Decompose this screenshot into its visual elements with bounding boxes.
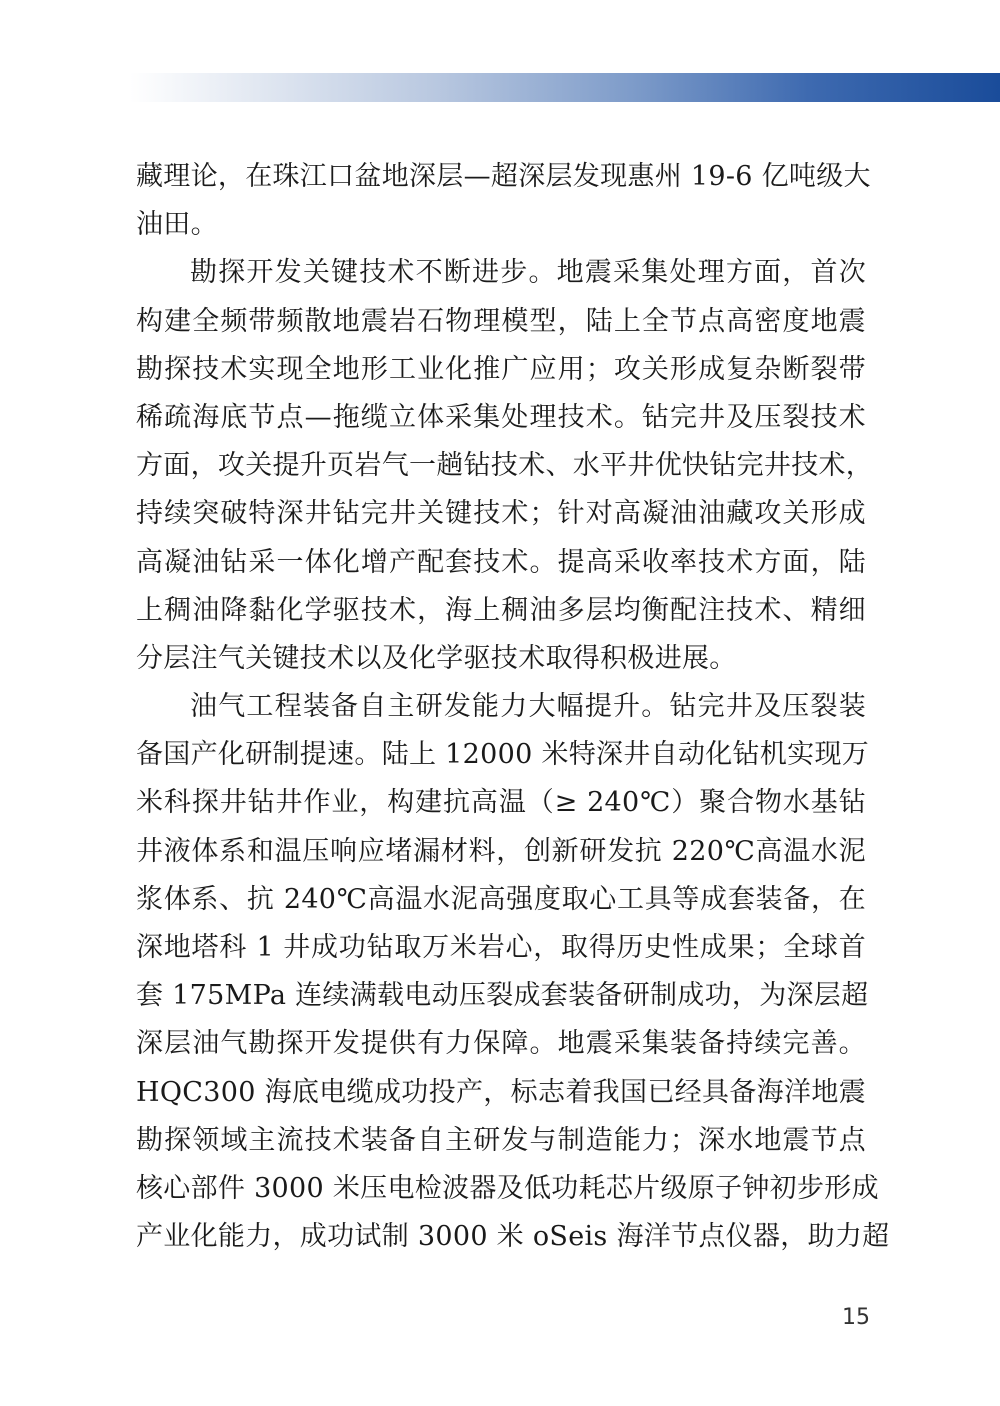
text-line: 深地塔科 1 井成功钻取万米岩心，取得历史性成果；全球首 [136, 932, 866, 963]
text-line: 套 175MPa 连续满载电动压裂成套装备研制成功，为深层超 [136, 980, 869, 1012]
text-line: HQC300 海底电缆成功投产，标志着我国已经具备海洋地震 [136, 1076, 866, 1108]
text-line: 勘探领域主流技术装备自主研发与制造能力；深水地震节点 [136, 1124, 866, 1156]
text-line: 勘探技术实现全地形工业化推广应用；攻关形成复杂断裂带 [136, 353, 866, 385]
paragraph-start-line: 勘探开发关键技术不断进步。地震采集处理方面，首次 [190, 257, 866, 289]
page-number: 15 [842, 1305, 870, 1330]
text-line: 高凝油钻采一体化增产配套技术。提高采收率技术方面，陆 [136, 546, 866, 578]
paragraph-start-line: 油气工程装备自主研发能力大幅提升。钻完井及压裂装 [190, 691, 866, 723]
header-decorative-band [130, 73, 1000, 102]
text-line: 藏理论，在珠江口盆地深层—超深层发现惠州 19-6 亿吨级大 [136, 161, 871, 192]
text-line: 方面，攻关提升页岩气一趟钻技术、水平井优快钻完井技术， [136, 450, 874, 482]
text-line: 构建全频带频散地震岩石物理模型，陆上全节点高密度地震 [136, 305, 866, 337]
text-line: 稀疏海底节点—拖缆立体采集处理技术。钻完井及压裂技术 [136, 401, 866, 433]
text-line: 油田。 [136, 209, 218, 241]
text-line: 井液体系和温压响应堵漏材料，创新研发抗 220℃高温水泥 [136, 835, 866, 867]
text-line: 米科探井钻井作业，构建抗高温（≥ 240℃）聚合物水基钻 [136, 787, 866, 819]
text-line: 产业化能力，成功试制 3000 米 oSeis 海洋节点仪器，助力超 [136, 1221, 890, 1253]
body-text [136, 153, 890, 1261]
text-line: 上稠油降黏化学驱技术，海上稠油多层均衡配注技术、精细 [136, 594, 866, 626]
text-line: 备国产化研制提速。陆上 12000 米特深井自动化钻机实现万 [136, 739, 870, 771]
text-line: 浆体系、抗 240℃高温水泥高强度取心工具等成套装备，在 [136, 883, 866, 915]
text-line: 深层油气勘探开发提供有力保障。地震采集装备持续完善。 [136, 1028, 866, 1060]
text-line: 持续突破特深井钻完井关键技术；针对高凝油油藏攻关形成 [136, 498, 866, 530]
text-line: 分层注气关键技术以及化学驱技术取得积极进展。 [136, 642, 737, 674]
text-line: 核心部件 3000 米压电检波器及低功耗芯片级原子钟初步形成 [136, 1172, 879, 1204]
